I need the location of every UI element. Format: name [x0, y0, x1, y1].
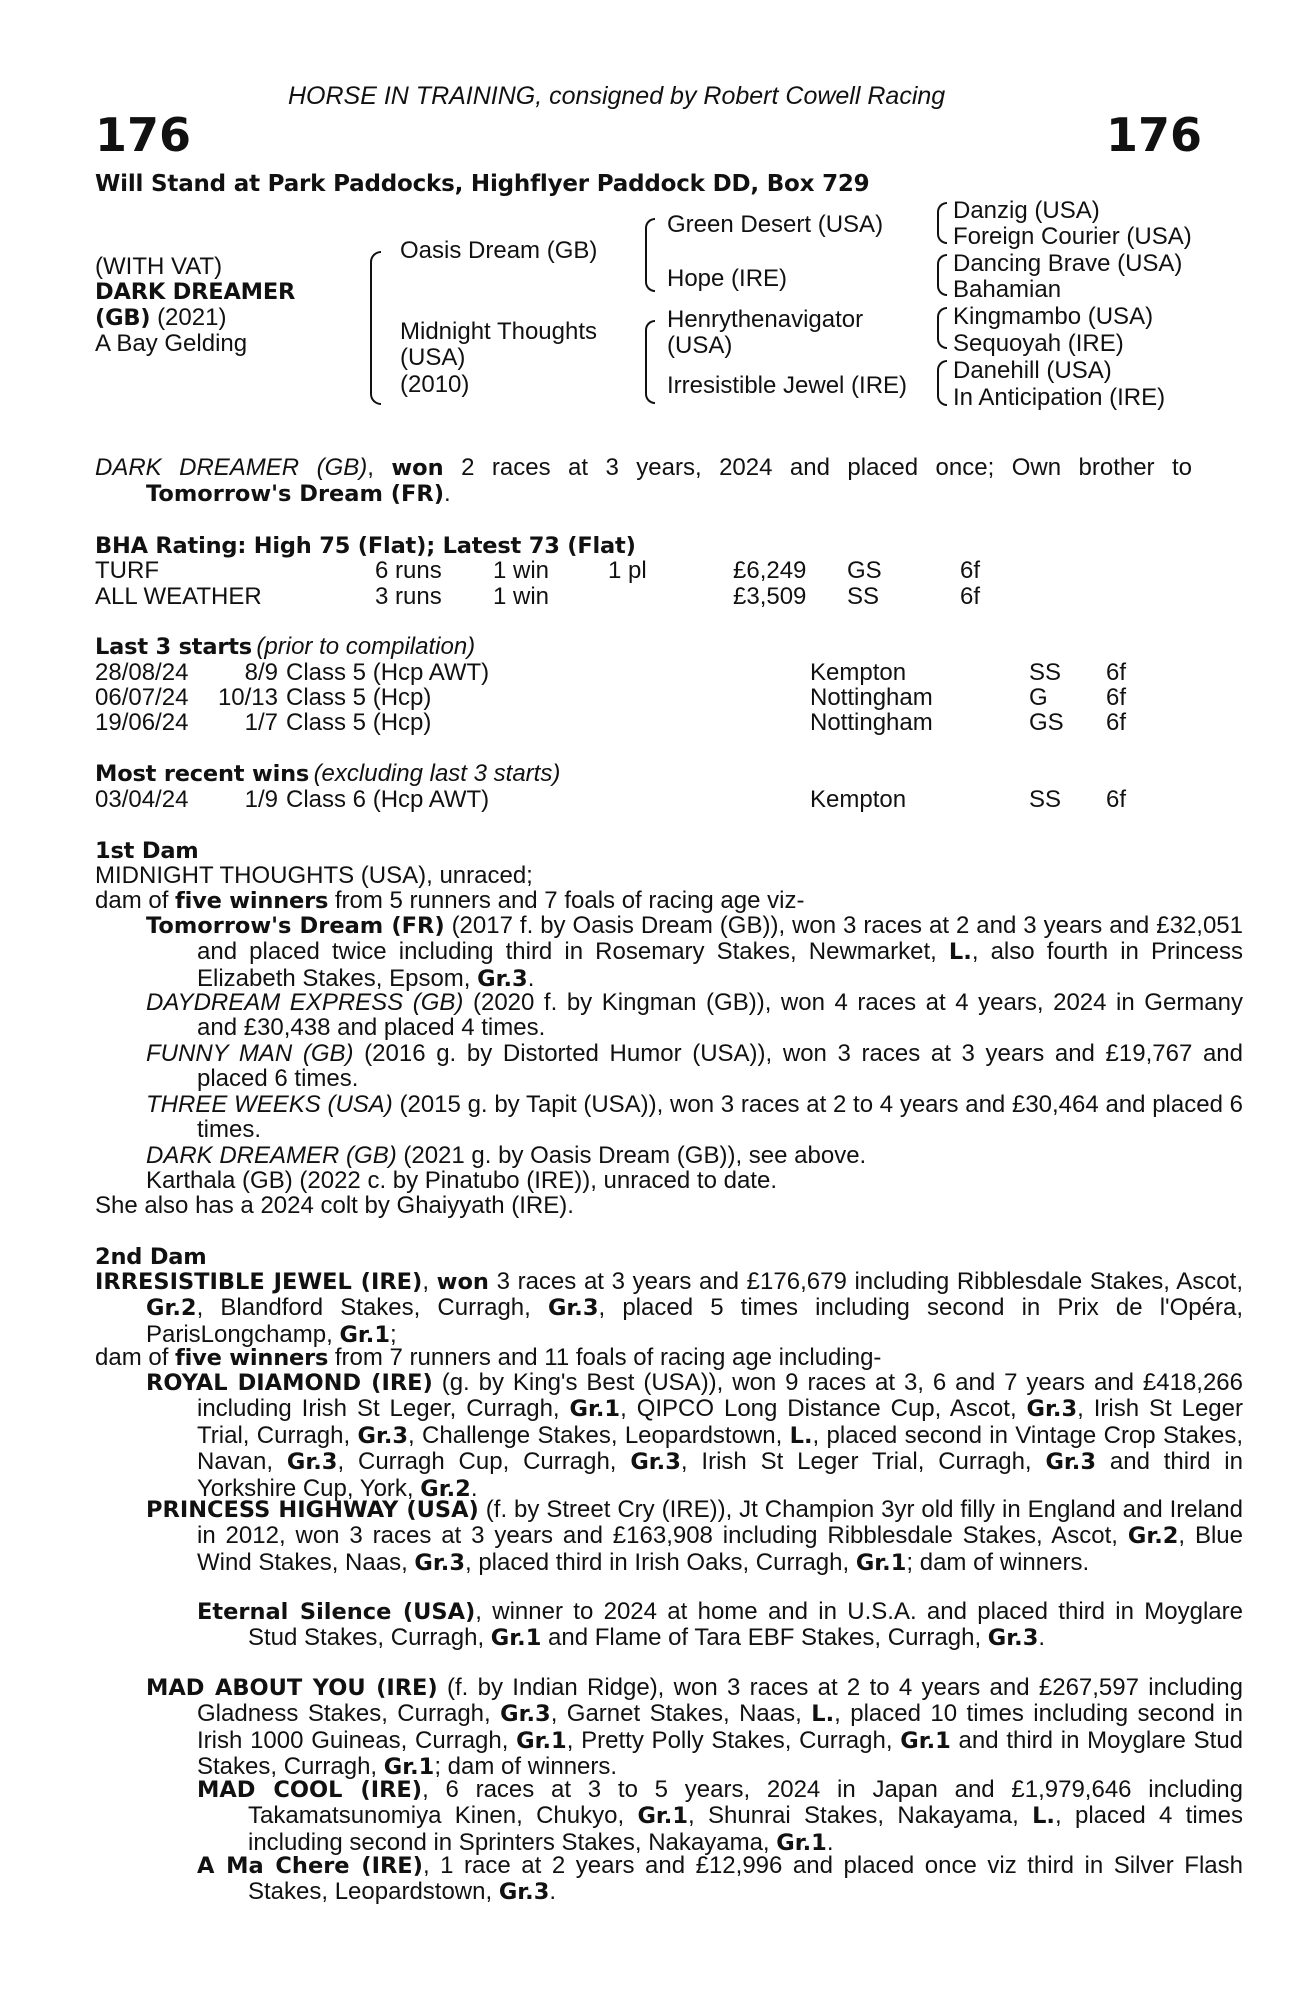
second-dam-grandprogeny-a-ma-chere: A Ma Chere (IRE), 1 race at 2 years and £12,996 and placed once viz third in Silver Flash Stakes, Leopardstown, Gr.3. — [197, 1852, 1243, 1906]
second-dam-produce-line: dam of five winners from 7 runners and 11 foals of racing age including- — [95, 1344, 882, 1371]
pedigree-brace-ds — [937, 307, 947, 349]
second-dam-progeny-royal-diamond: ROYAL DIAMOND (IRE) (g. by King's Best (USA)), won 9 races at 3, 6 and 7 years and £418,266 including Irish St Leger, Curragh, Gr.1, QIPCO Long Distance Cup, Ascot, Gr.3, Irish St Leger Trial, Curragh, Gr.3, Challenge Stakes, Leopardstown, L., placed second in Vintage Crop Stakes, Navan, Gr.3, Curragh Cup, Curragh, Gr.3, Irish St Leger Trial, Curragh, Gr.3 and third in Yorkshire Cup, York, Gr.2. — [146, 1369, 1244, 1502]
bha-heading: BHA Rating: High 75 (Flat); Latest 73 (Flat) — [95, 533, 636, 559]
sire-sire-sire: Danzig (USA) — [953, 197, 1100, 224]
start-row: 06/07/24 10/13 Class 5 (Hcp) Nottingham G 6f — [95, 684, 1127, 711]
start-row: 28/08/24 8/9 Class 5 (Hcp AWT) Kempton SS 6f — [95, 659, 1127, 686]
first-dam-progeny-2: DAYDREAM EXPRESS (GB) (2020 f. by Kingman (GB)), won 4 races at 4 years, 2024 in Germany and £30,438 and placed 4 times. — [146, 989, 1243, 1042]
sire-dam: Hope (IRE) — [667, 265, 788, 292]
summary-line2: Tomorrow's Dream (FR). — [146, 480, 451, 507]
pedigree-brace-ss — [937, 202, 947, 244]
second-dam-record: IRRESISTIBLE JEWEL (IRE), won 3 races at 3 years and £176,679 including Ribblesdale Stakes, Ascot, Gr.2, Blandford Stakes, Curragh, Gr.3, placed 5 times including second in Prix de l'Opéra, ParisLongchamp, Gr.1; — [95, 1268, 1243, 1348]
pedigree-brace-sire — [645, 218, 655, 292]
first-dam-progeny-6: Karthala (GB) (2022 c. by Pinatubo (IRE)), unraced to date. — [146, 1167, 777, 1194]
first-dam-progeny-1: Tomorrow's Dream (FR) (2017 f. by Oasis Dream (GB)), won 3 races at 2 and 3 years and £32,051 and placed twice including third in Rosemary Stakes, Newmarket, L., also fourth in Princess Elizabeth Stakes, Epsom, Gr.3. — [146, 912, 1244, 992]
pedigree-brace-dd — [937, 360, 947, 406]
sire-dam-dam: Bahamian — [953, 276, 1062, 303]
sire: Oasis Dream (GB) — [400, 237, 598, 264]
vat-note: (WITH VAT) — [95, 253, 223, 280]
first-dam-progeny-5: DARK DREAMER (GB) (2021 g. by Oasis Dream (GB)), see above. — [146, 1142, 867, 1169]
dam-line2: (USA) — [400, 344, 466, 371]
pedigree-brace-dam — [645, 320, 655, 404]
summary-horse-name: DARK DREAMER (GB) — [95, 454, 368, 481]
dam-sire-sire: Kingmambo (USA) — [953, 303, 1154, 330]
dam-sire-line1: Henrythenavigator — [667, 306, 864, 333]
summary-won: won — [391, 455, 444, 481]
last-starts-heading: Last 3 starts (prior to compilation) — [95, 633, 476, 660]
horse-year: (2021) — [157, 304, 227, 331]
dam-dam-dam: In Anticipation (IRE) — [953, 384, 1166, 411]
pedigree-brace-sd — [937, 254, 947, 296]
horse-description: A Bay Gelding — [95, 330, 248, 357]
first-dam-progeny-3: FUNNY MAN (GB) (2016 g. by Distorted Humor (USA)), won 3 races at 3 years and £19,767 and placed 6 times. — [146, 1040, 1243, 1093]
first-dam-note: She also has a 2024 colt by Ghaiyyath (IRE). — [95, 1192, 574, 1219]
second-dam-grandprogeny-mad-cool: MAD COOL (IRE), 6 races at 3 to 5 years, 2024 in Japan and £1,979,646 including Takamatsunomiya Kinen, Chukyo, Gr.1, Shunrai Stakes, Nakayama, L., placed 4 times including second in Sprinters Stakes, Nakayama, Gr.1. — [197, 1776, 1244, 1856]
dam-dam-sire: Danehill (USA) — [953, 357, 1112, 384]
pedigree-brace-gen1 — [370, 251, 381, 405]
dam-line1: Midnight Thoughts — [400, 318, 598, 345]
bha-row: ALL WEATHER 3 runs 1 win £3,509 SS 6f — [95, 583, 981, 610]
first-dam-line2: dam of five winners from 5 runners and 7 foals of racing age viz- — [95, 887, 805, 914]
start-row: 19/06/24 1/7 Class 5 (Hcp) Nottingham GS 6f — [95, 709, 1127, 736]
horse-origin-year — [95, 305, 226, 332]
lot-number-right: 176 — [1106, 108, 1203, 162]
summary-text: 2 races at 3 years, 2024 and placed once; Own brother to — [443, 454, 1193, 481]
second-dam-heading: 2nd Dam — [95, 1244, 207, 1270]
summary-line1: DARK DREAMER (GB), won 2 races at 3 years, 2024 and placed once; Own brother to — [95, 454, 1193, 481]
sire-sire-dam: Foreign Courier (USA) — [953, 223, 1192, 250]
dam-sire-dam: Sequoyah (IRE) — [953, 330, 1124, 357]
lot-number-left: 176 — [95, 108, 192, 162]
sire-dam-sire: Dancing Brave (USA) — [953, 250, 1183, 277]
page-header-title: HORSE IN TRAINING, consigned by Robert Cowell Racing — [288, 82, 946, 110]
second-dam-grandprogeny-eternal-silence: Eternal Silence (USA), winner to 2024 at home and in U.S.A. and placed third in Moyglare Stud Stakes, Curragh, Gr.1 and Flame of Tara EBF Stakes, Curragh, Gr.3. — [197, 1598, 1243, 1652]
dam-dam: Irresistible Jewel (IRE) — [667, 372, 908, 399]
horse-name: DARK DREAMER — [95, 279, 296, 305]
first-dam-line1: MIDNIGHT THOUGHTS (USA), unraced; — [95, 862, 533, 889]
second-dam-progeny-mad-about-you: MAD ABOUT YOU (IRE) (f. by Indian Ridge), won 3 races at 2 to 4 years and £267,597 including Gladness Stakes, Curragh, Gr.3, Garnet Stakes, Naas, L., placed 10 times including second in Irish 1000 Guineas, Curragh, Gr.1, Pretty Polly Stakes, Curragh, Gr.1 and third in Moyglare Stud Stakes, Curragh, Gr.1; dam of winners. — [146, 1674, 1244, 1781]
summary-brother: Tomorrow's Dream (FR) — [146, 481, 445, 507]
dam-line3: (2010) — [400, 371, 470, 398]
first-dam-heading: 1st Dam — [95, 838, 199, 864]
bha-row: TURF 6 runs 1 win 1 pl £6,249 GS 6f — [95, 557, 981, 584]
win-row: 03/04/24 1/9 Class 6 (Hcp AWT) Kempton SS 6f — [95, 786, 1127, 813]
second-dam-progeny-princess-highway: PRINCESS HIGHWAY (USA) (f. by Street Cry (IRE)), Jt Champion 3yr old filly in England and Ireland in 2012, won 3 races at 3 years and £163,908 including Ribblesdale Stakes, Ascot, Gr.2, Blue Wind Stakes, Naas, Gr.3, placed third in Irish Oaks, Curragh, Gr.1; dam of winners. — [146, 1496, 1244, 1576]
sire-sire: Green Desert (USA) — [667, 211, 884, 238]
horse-origin: (GB) — [95, 305, 151, 331]
first-dam-progeny-4: THREE WEEKS (USA) (2015 g. by Tapit (USA)), won 3 races at 2 to 4 years and £30,464 and placed 6 times. — [146, 1091, 1243, 1144]
stand-location: Will Stand at Park Paddocks, Highflyer Paddock DD, Box 729 — [95, 171, 870, 197]
dam-sire-line2: (USA) — [667, 332, 733, 359]
recent-wins-heading: Most recent wins (excluding last 3 starts) — [95, 760, 561, 787]
